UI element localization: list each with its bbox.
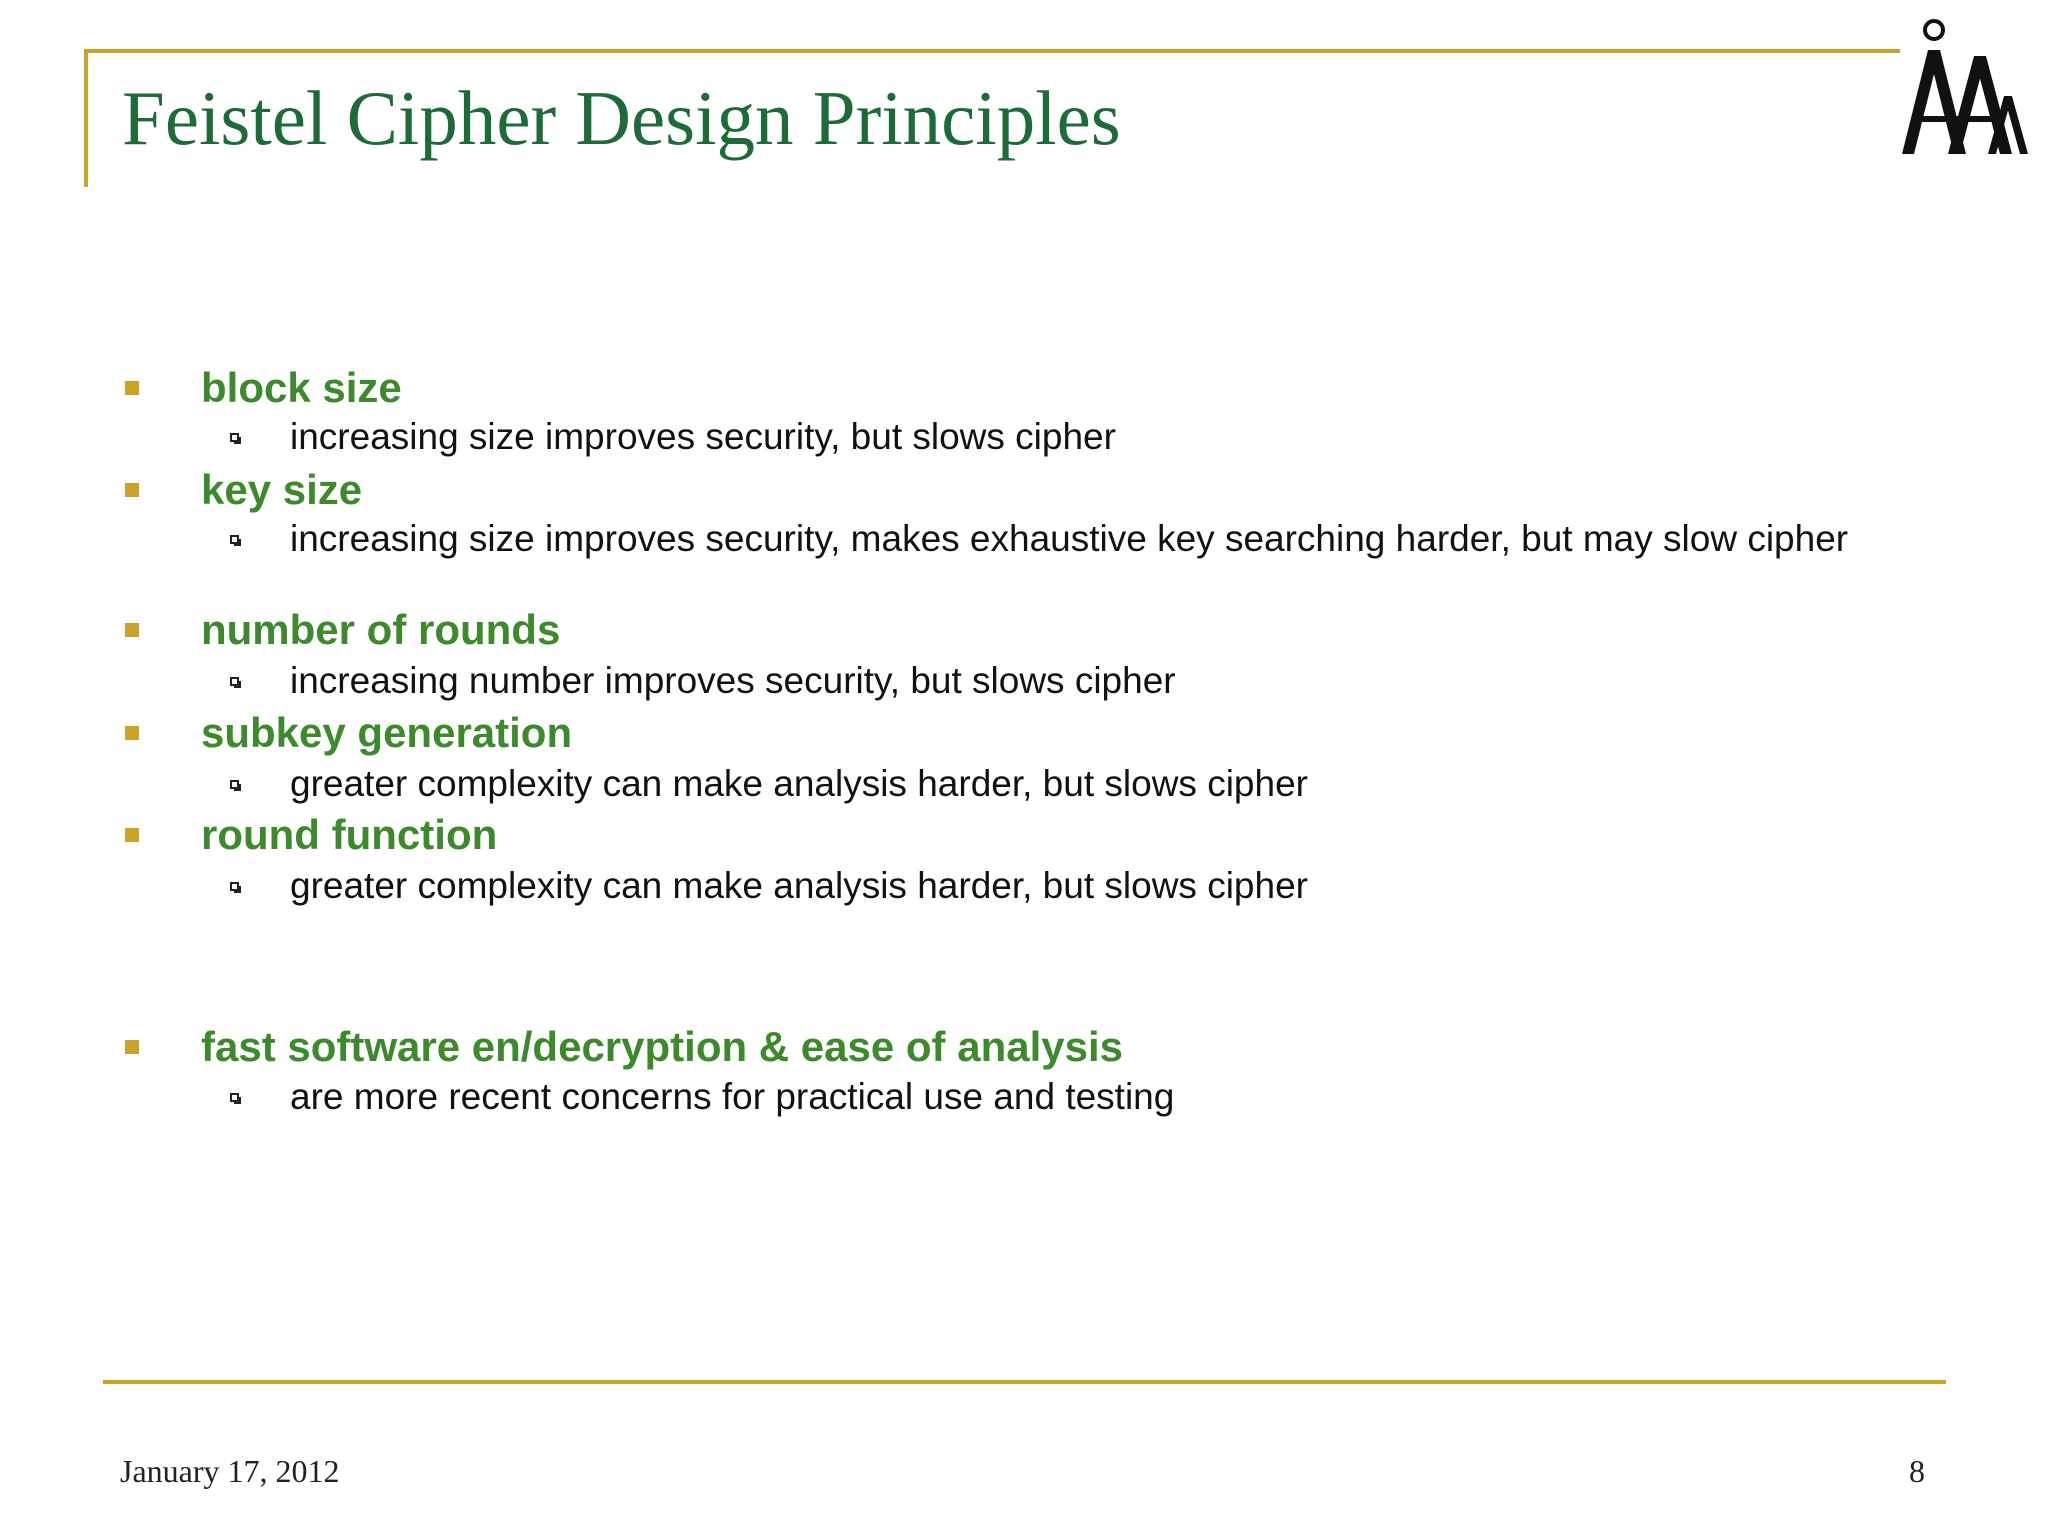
- bullet-heading: key size: [201, 466, 363, 513]
- bullet-item: [125, 1022, 2005, 1072]
- square-bullet-icon: [125, 483, 139, 497]
- checkbox-bullet-icon: [230, 780, 239, 789]
- bullet-heading: fast software en/decryption & ease of analysis: [201, 1023, 1123, 1070]
- bullet-item: [125, 708, 2005, 758]
- footer-rule: [103, 1380, 1946, 1384]
- checkbox-bullet-icon: [230, 1093, 239, 1102]
- bullet-item: [125, 363, 2005, 413]
- checkbox-bullet-icon: [230, 677, 239, 686]
- sub-bullet-text: greater complexity can make analysis harder, but slows cipher: [290, 763, 1308, 804]
- square-bullet-icon: [125, 828, 139, 842]
- footer-date: January 17, 2012: [120, 1453, 340, 1489]
- page-number: 8: [1909, 1453, 1925, 1489]
- checkbox-bullet-icon: [230, 535, 239, 544]
- bullet-item: [125, 810, 2005, 860]
- bullet-item: [125, 605, 2005, 655]
- checkbox-bullet-icon: [230, 882, 239, 891]
- square-bullet-icon: [125, 1040, 139, 1054]
- sub-bullet-text: increasing size improves security, makes exhaustive key searching harder, but may slow cipher: [290, 518, 1849, 559]
- bullet-heading: subkey generation: [201, 709, 573, 756]
- slide-title: Feistel Cipher Design Principles: [122, 75, 1121, 161]
- checkbox-bullet-icon: [230, 433, 239, 442]
- square-bullet-icon: [125, 623, 139, 637]
- sub-bullet-text: increasing number improves security, but slows cipher: [290, 660, 1176, 701]
- bullet-heading: round function: [201, 811, 498, 858]
- square-bullet-icon: [125, 381, 139, 395]
- sub-bullet-text: increasing size improves security, but slows cipher: [290, 416, 1116, 457]
- sub-bullet-text: greater complexity can make analysis harder, but slows cipher: [290, 865, 1308, 906]
- sub-bullet-text: are more recent concerns for practical use and testing: [290, 1076, 1175, 1117]
- bullet-heading: block size: [201, 364, 402, 411]
- bullet-item: [125, 465, 2005, 515]
- square-bullet-icon: [125, 726, 139, 740]
- bullet-heading: number of rounds: [201, 606, 561, 653]
